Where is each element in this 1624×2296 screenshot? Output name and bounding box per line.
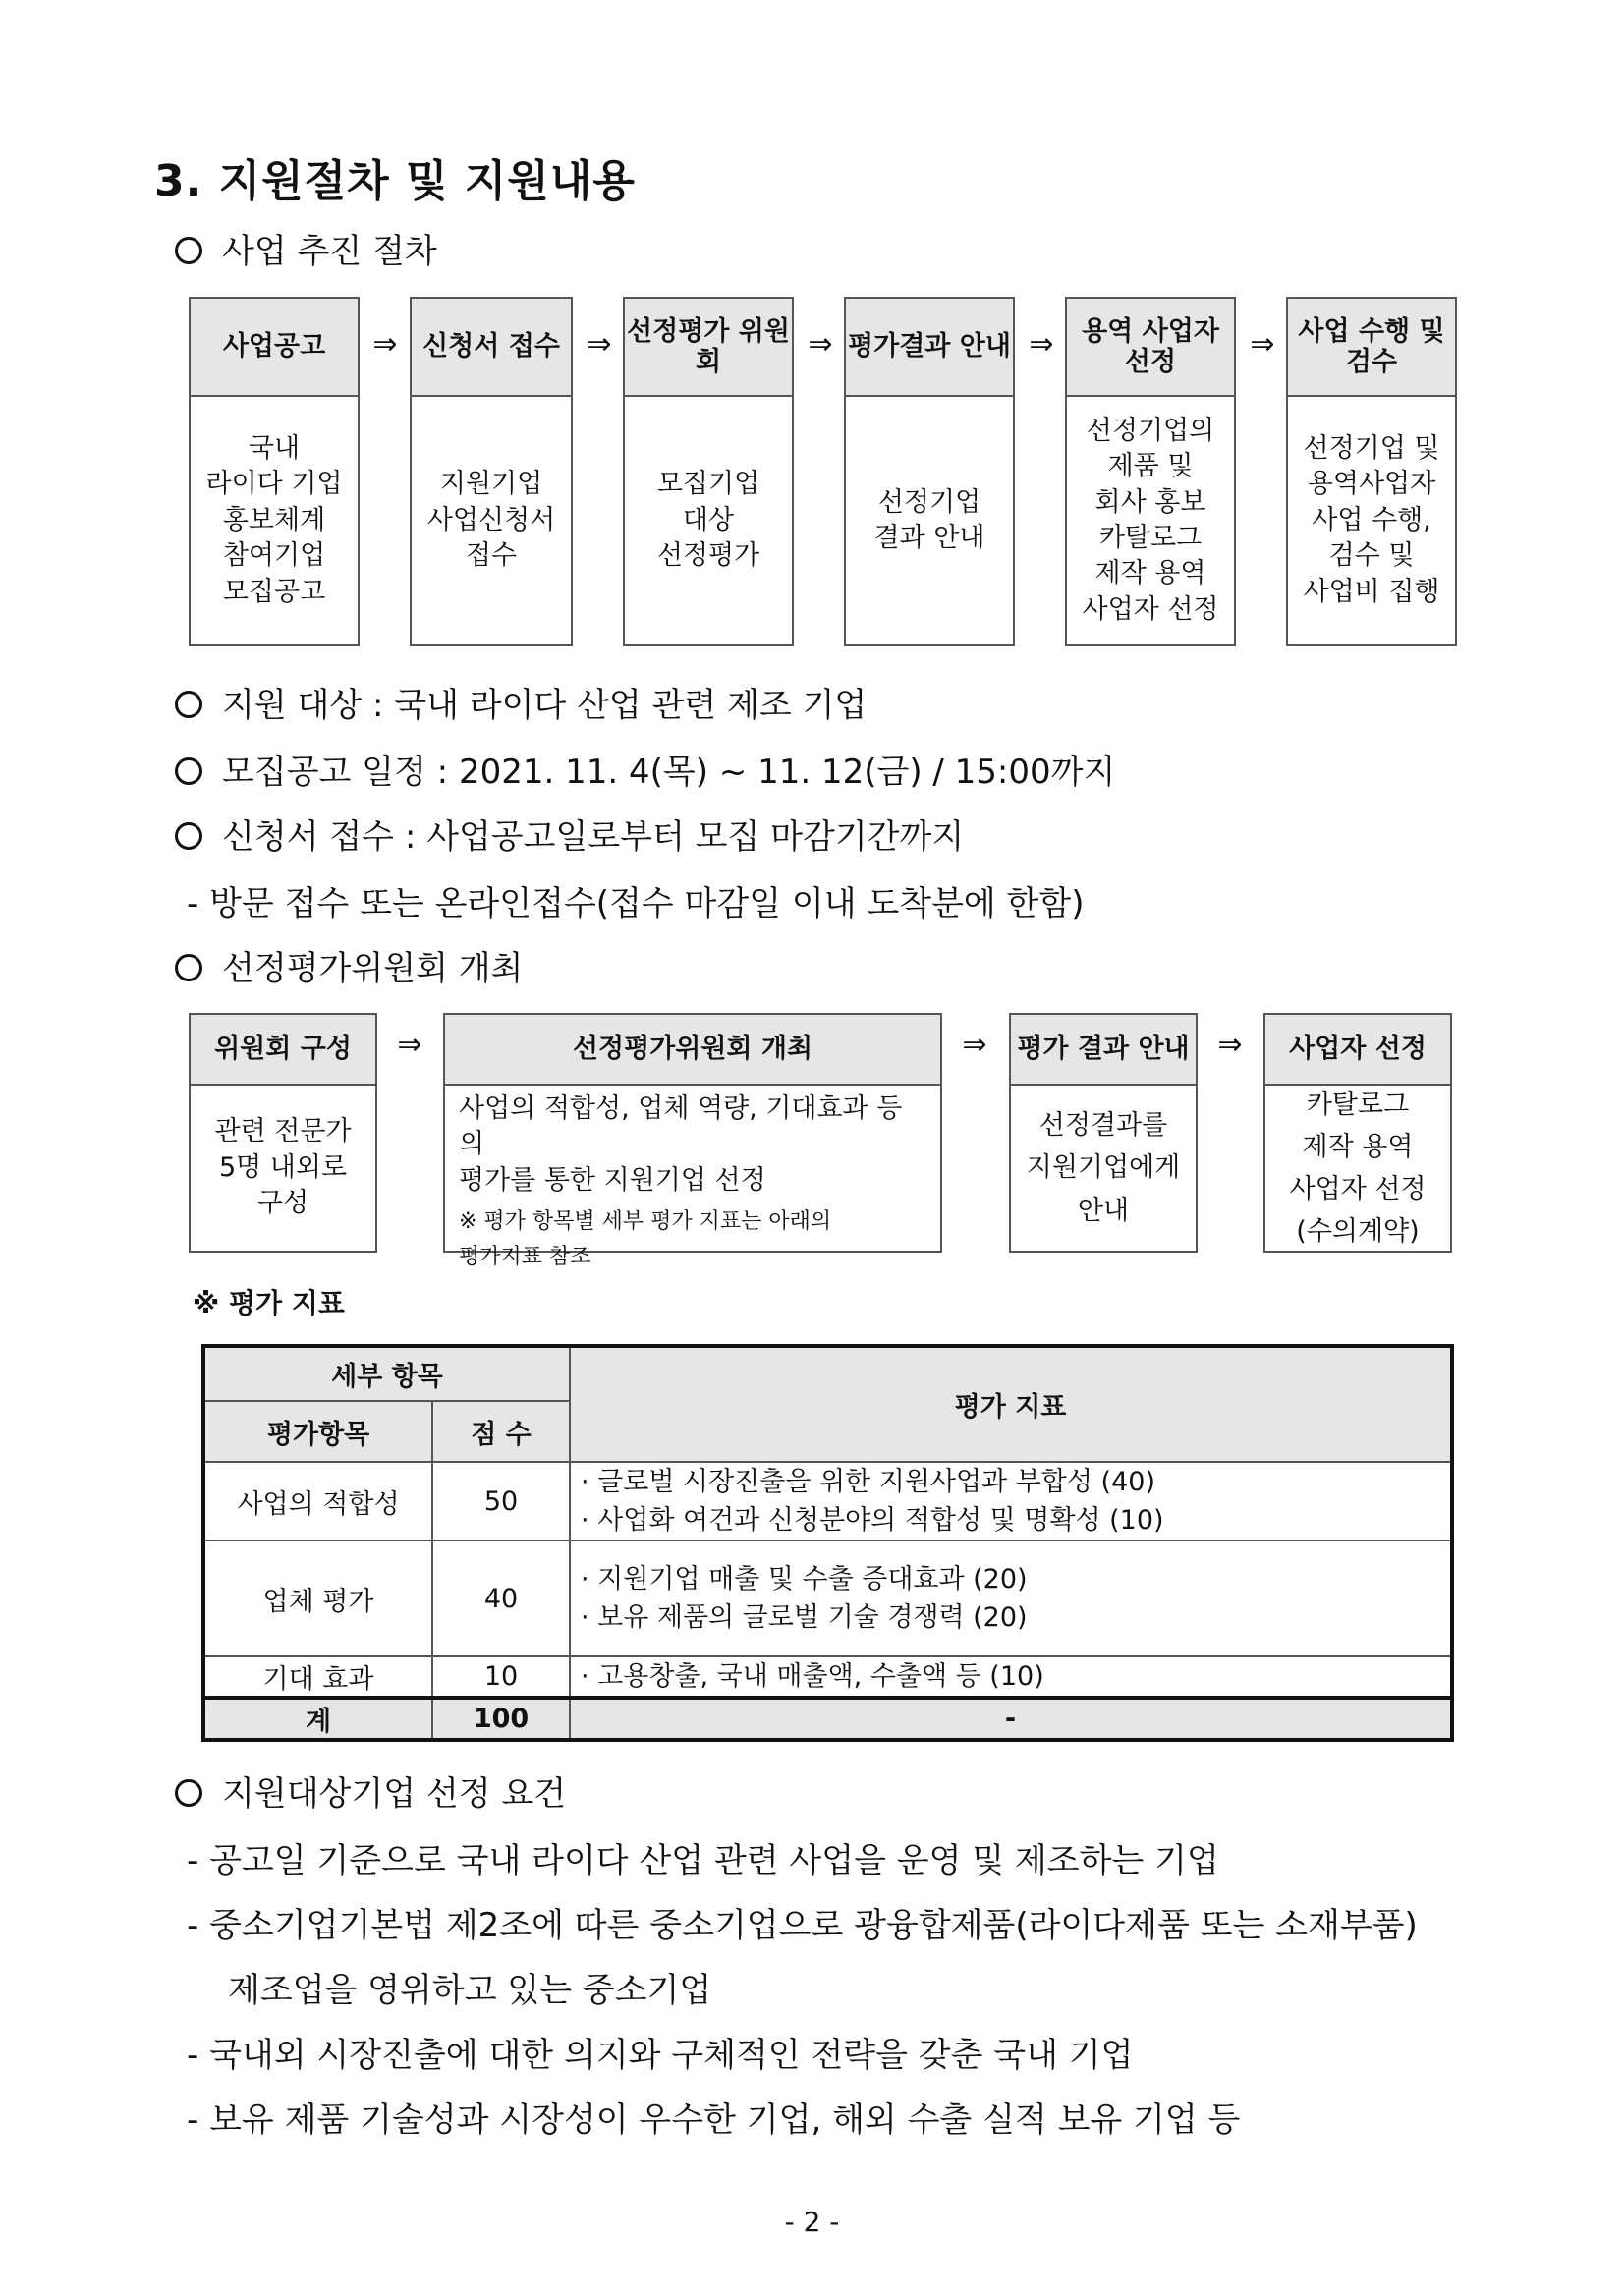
requirement-item: - 공고일 기준으로 국내 라이다 산업 관련 사업을 운영 및 제조하는 기업 xyxy=(187,1841,1219,1880)
committee-title-text: 선정평가위원회 개최 xyxy=(222,949,524,988)
process-step xyxy=(623,297,794,646)
process-step-body: 국내 라이다 기업 홍보체계 참여기업 모집공고 xyxy=(205,432,343,607)
process-step xyxy=(189,297,360,646)
eval-item: 사업의 적합성 xyxy=(203,1462,432,1540)
process-step-body: 선정기업 결과 안내 xyxy=(873,486,985,553)
eval-score: 50 xyxy=(432,1462,570,1540)
info-line xyxy=(175,745,1115,793)
committee-step-head: 선정평가위원회 개최 xyxy=(445,1015,940,1086)
info-dash-line: - 방문 접수 또는 온라인접수(접수 마감일 이내 도착분에 한함) xyxy=(187,884,1085,924)
page-number: - 2 - xyxy=(784,2206,840,2238)
eval-total-label: 계 xyxy=(203,1698,432,1740)
committee-step xyxy=(189,1013,377,1253)
process-title xyxy=(175,224,437,272)
right-arrow-icon: ⇒ xyxy=(587,327,612,362)
committee-step-body: 관련 전문가 5명 내외로 구성 xyxy=(214,1116,352,1219)
process-step xyxy=(410,297,573,646)
requirement-item: - 중소기업기본법 제2조에 따른 중소기업으로 광융합제품(라이다제품 또는 소재부품) xyxy=(187,1906,1418,1945)
circle-bullet-icon xyxy=(175,822,202,850)
circle-bullet-icon xyxy=(175,691,202,718)
committee-step-text: 사업의 적합성, 업체 역량, 기대효과 등의 평가를 통한 지원기업 선정 xyxy=(459,1093,903,1196)
eval-header-item: 평가항목 xyxy=(203,1401,432,1462)
info-line xyxy=(175,810,964,858)
right-arrow-icon: ⇒ xyxy=(372,327,398,362)
info-line-text: 신청서 접수 : 사업공고일로부터 모집 마감기간까지 xyxy=(222,817,965,857)
eval-indicators: · 고용창출, 국내 매출액, 수출액 등 (10) xyxy=(570,1656,1452,1698)
table-row xyxy=(203,1656,1452,1698)
committee-step-note: ※ 평가 항목별 세부 평가 지표는 아래의 평가지표 참조 xyxy=(459,1209,832,1269)
committee-step-head: 사업자 선정 xyxy=(1265,1015,1450,1086)
committee-step xyxy=(1263,1013,1452,1253)
eval-score: 40 xyxy=(432,1540,570,1656)
process-step-head: 선정평가 위원회 xyxy=(625,299,792,397)
circle-bullet-icon xyxy=(175,757,202,785)
process-step-head: 신청서 접수 xyxy=(412,299,571,397)
eval-score: 10 xyxy=(432,1656,570,1698)
requirement-item-continuation: 제조업을 영위하고 있는 중소기업 xyxy=(228,1971,712,2010)
eval-item: 기대 효과 xyxy=(203,1656,432,1698)
process-step xyxy=(844,297,1015,646)
committee-step xyxy=(1009,1013,1198,1253)
info-line-text: 지원 대상 : 국내 라이다 산업 관련 제조 기업 xyxy=(222,686,868,725)
info-line-text: 모집공고 일정 : 2021. 11. 4(목) ~ 11. 12(금) / 15:00까지 xyxy=(222,753,1116,792)
process-step-body: 모집기업 대상 선정평가 xyxy=(656,469,760,572)
info-line xyxy=(175,678,867,726)
process-title-text: 사업 추진 절차 xyxy=(222,232,437,271)
committee-step xyxy=(443,1013,942,1269)
committee-title xyxy=(175,941,523,989)
right-arrow-icon: ⇒ xyxy=(1029,327,1054,362)
eval-header-group: 세부 항목 xyxy=(203,1346,570,1401)
right-arrow-icon: ⇒ xyxy=(808,327,833,362)
committee-step-head: 평가 결과 안내 xyxy=(1011,1015,1196,1086)
section-heading: 3. 지원절차 및 지원내용 xyxy=(154,156,636,206)
process-step-head: 사업공고 xyxy=(191,299,358,397)
eval-header-indicator: 평가 지표 xyxy=(570,1346,1452,1462)
committee-step-body xyxy=(445,1086,940,1269)
process-step xyxy=(1065,297,1236,646)
process-step-head: 용역 사업자 선정 xyxy=(1067,299,1234,397)
eval-header-score: 점 수 xyxy=(432,1401,570,1462)
eval-total-score: 100 xyxy=(432,1698,570,1740)
requirements-title xyxy=(175,1766,566,1815)
right-arrow-icon: ⇒ xyxy=(1217,1028,1243,1062)
circle-bullet-icon xyxy=(175,1779,202,1807)
eval-total-indicator: - xyxy=(570,1698,1452,1740)
requirement-item: - 보유 제품 기술성과 시장성이 우수한 기업, 해외 수출 실적 보유 기업 등 xyxy=(187,2100,1241,2140)
process-step-body: 선정기업의 제품 및 회사 홍보 카탈로그 제작 용역 사업자 선정 xyxy=(1082,415,1219,625)
process-step-body: 지원기업 사업신청서 접수 xyxy=(426,469,556,572)
eval-title: ※ 평가 지표 xyxy=(193,1287,345,1319)
eval-table xyxy=(201,1344,1454,1742)
eval-indicators: · 지원기업 매출 및 수출 증대효과 (20) · 보유 제품의 글로벌 기술 경쟁력 (20) xyxy=(570,1540,1452,1656)
right-arrow-icon: ⇒ xyxy=(1250,327,1275,362)
table-row xyxy=(203,1540,1452,1656)
requirement-item: - 국내외 시장진출에 대한 의지와 구체적인 전략을 갖춘 국내 기업 xyxy=(187,2036,1134,2075)
table-total-row xyxy=(203,1698,1452,1740)
table-row xyxy=(203,1462,1452,1540)
requirements-title-text: 지원대상기업 선정 요건 xyxy=(222,1774,567,1814)
committee-step-body: 선정결과를 지원기업에게 안내 xyxy=(1026,1110,1181,1226)
process-step-head: 사업 수행 및 검수 xyxy=(1288,299,1455,397)
process-step xyxy=(1286,297,1457,646)
committee-step-head: 위원회 구성 xyxy=(191,1015,375,1086)
eval-indicators: · 글로벌 시장진출을 위한 지원사업과 부합성 (40) · 사업화 여건과 신청분야의 적합성 및 명확성 (10) xyxy=(570,1462,1452,1540)
process-step-head: 평가결과 안내 xyxy=(846,299,1013,397)
committee-step-body: 카탈로그 제작 용역 사업자 선정 (수의계약) xyxy=(1289,1089,1427,1248)
eval-item: 업체 평가 xyxy=(203,1540,432,1656)
process-step-body: 선정기업 및 용역사업자 사업 수행, 검수 및 사업비 집행 xyxy=(1303,432,1440,607)
circle-bullet-icon xyxy=(175,237,202,264)
right-arrow-icon: ⇒ xyxy=(962,1028,987,1062)
circle-bullet-icon xyxy=(175,954,202,981)
right-arrow-icon: ⇒ xyxy=(397,1028,422,1062)
